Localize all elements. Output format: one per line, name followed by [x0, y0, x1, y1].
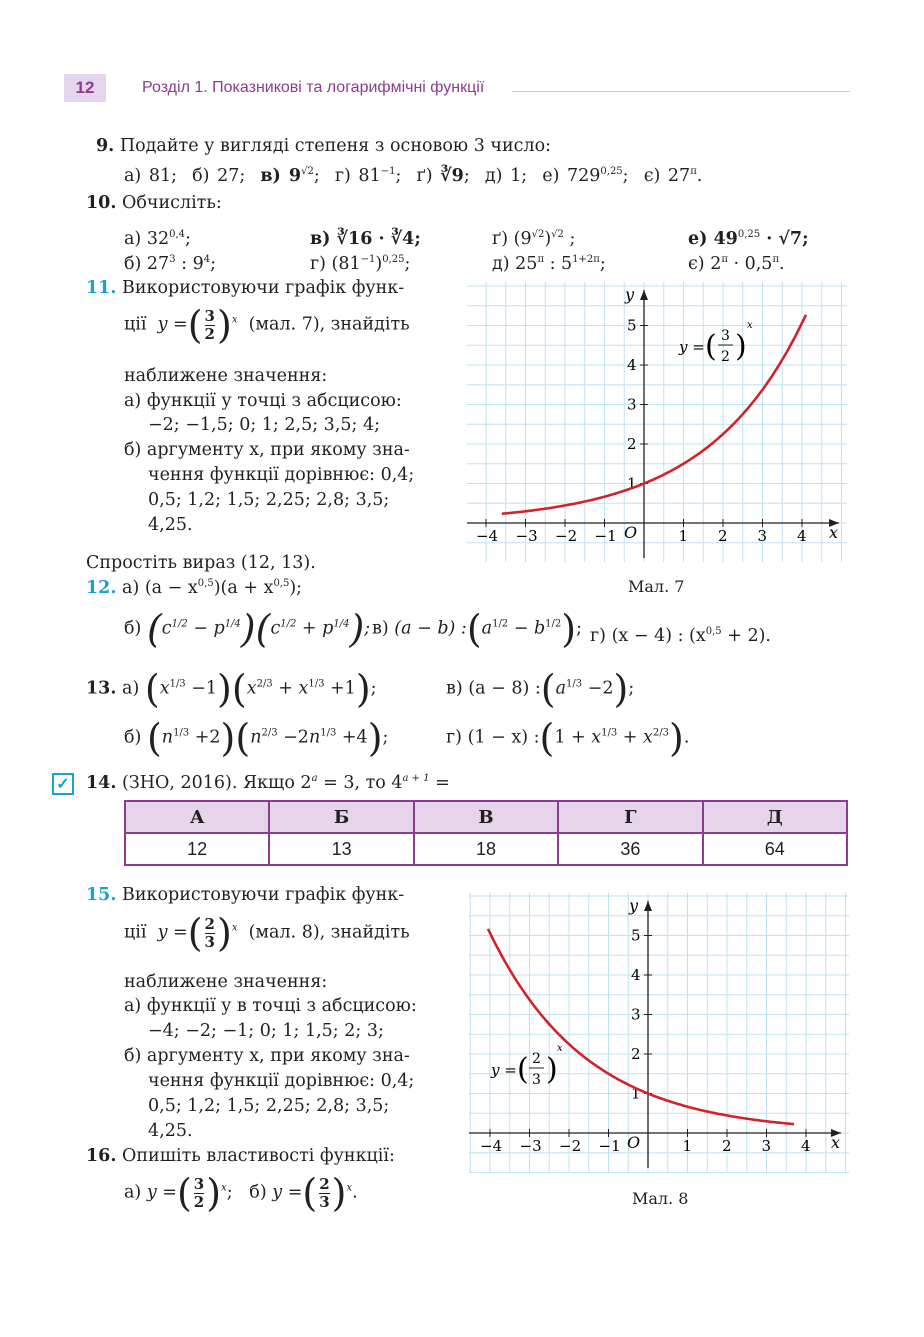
task-10-g2: ґ) $(9^{√2})^{√2}$ ; — [492, 229, 576, 249]
y-tick-label: 4 — [631, 966, 641, 984]
task-12-v: в) (a − b) $:(a^{1/2} - b^{1/2})$; — [372, 607, 582, 651]
answer-values-row — [125, 833, 847, 865]
x-tick-label: 3 — [757, 527, 768, 545]
x-tick-label: −4 — [480, 1137, 503, 1155]
x-tick-label: 4 — [801, 1137, 811, 1155]
y-tick-label: 4 — [627, 356, 637, 374]
svg-text:2: 2 — [532, 1051, 541, 1067]
option-value[interactable]: 12 — [125, 833, 269, 865]
answer-table — [124, 800, 848, 866]
task-15-line8: 0,5; 1,2; 1,5; 2,25; 2,8; 3,5; — [148, 1096, 390, 1116]
task-15-line6: б) аргументу x, при якому зна- — [124, 1046, 410, 1066]
option-header: Б — [269, 801, 413, 833]
svg-text:): ) — [735, 329, 747, 364]
task-16-items: а) y =( $\frac{3}{2}$ )$^x$; б) y =( $\frac{2}{3}$ )$^x$. — [124, 1171, 358, 1215]
y-axis-label: y — [629, 896, 639, 915]
x-tick-label: 2 — [722, 1137, 732, 1155]
svg-text:3: 3 — [721, 328, 730, 344]
y-tick-label: 2 — [631, 1045, 641, 1063]
task-text: Подайте у вигляді степеня з основою 3 число: — [119, 136, 552, 156]
option-header: Г — [558, 801, 702, 833]
task-15-line7: чення функції дорівнює: 0,4; — [148, 1071, 415, 1091]
task-number: 11. — [86, 278, 117, 298]
y-tick-label: 1 — [627, 474, 637, 493]
task-10-a: а) 32$^{0,4}$; — [124, 229, 191, 249]
task-12-g: г) (x − 4) : $(x^{0,5} + 2)$. — [590, 626, 771, 646]
svg-text:(: ( — [705, 329, 717, 364]
exponential-curve — [488, 926, 794, 1124]
y-tick-label: 1 — [631, 1084, 641, 1103]
x-tick-label: 1 — [682, 1137, 693, 1155]
task-13-v: в) (a − 8) $:(a^{1/3} -2)$; — [446, 667, 635, 711]
item-g: г) $81^{-1}$; — [334, 166, 402, 186]
task-13-a: 13. а) $(x^{1/3} -1)(x^{2/3} + x^{1/3} +1)$; — [86, 667, 377, 711]
task-10-header — [86, 193, 222, 213]
function-label — [490, 1043, 563, 1088]
option-header: Д — [703, 801, 847, 833]
task-10-e: е) $49^{0,25} \cdot √7$; — [688, 229, 809, 249]
figure-7-caption: Мал. 7 — [628, 577, 685, 596]
x-tick-label: −1 — [594, 527, 617, 545]
svg-text:): ) — [546, 1052, 558, 1087]
task-11-line3: наближене значення: — [124, 366, 328, 386]
page-number: 12 — [64, 74, 106, 102]
task-number: 9. — [96, 136, 115, 156]
task-10-b: б) $27^3$ : $9^4$; — [124, 254, 217, 274]
x-tick-label: 2 — [718, 527, 728, 545]
task-11-line4: а) функції у точці з абсцисою: — [124, 391, 402, 411]
item-v: в) $9^{√2}$; — [260, 166, 320, 186]
header-divider — [512, 91, 850, 92]
x-axis-label: x — [831, 1133, 841, 1152]
x-tick-label: 1 — [678, 527, 689, 545]
answer-header-row — [125, 801, 847, 833]
item-b: б) 27; — [192, 166, 246, 186]
task-number: 16. — [86, 1146, 117, 1166]
task-15-line1: 15. Використовуючи графік функ- — [86, 885, 405, 905]
grid — [467, 282, 847, 562]
task-11-line7: чення функції дорівнює: 0,4; — [148, 465, 415, 485]
function-label — [678, 320, 753, 365]
figure-8-caption: Мал. 8 — [632, 1189, 689, 1208]
option-header: А — [125, 801, 269, 833]
svg-text:2: 2 — [721, 349, 730, 365]
task-15-line3: наближене значення: — [124, 972, 328, 992]
y-tick-label: 5 — [631, 926, 641, 945]
task-10-d: д) $25^\pi$ : $5^{1+2\pi}$; — [492, 254, 606, 274]
task-15-line5: −4; −2; −1; 0; 1; 1,5; 2; 3; — [148, 1021, 384, 1041]
task-9-header — [96, 136, 551, 156]
svg-text:(: ( — [517, 1052, 529, 1087]
y-axis-arrow — [644, 901, 652, 911]
task-10-ye: є) $2^\pi \cdot 0,5^\pi$. — [688, 254, 785, 274]
task-10-v: в) ∛16 · ∛4; — [310, 229, 421, 249]
y-axis-label: y — [625, 285, 635, 304]
y-tick-label: 3 — [627, 395, 637, 414]
task-10-g: г) $(81^{-1})^{0,25}$; — [310, 254, 411, 274]
task-11-line2: ції y =( $\frac{3}{2}$ )$^x$ (мал. 7), знайдіть — [124, 303, 410, 347]
option-header: В — [414, 801, 558, 833]
task-11-line1: 11. Використовуючи графік функ- — [86, 278, 405, 298]
x-tick-label: −2 — [555, 527, 578, 545]
option-value[interactable]: 36 — [558, 833, 702, 865]
svg-text:x: x — [747, 320, 753, 331]
y-tick-label: 2 — [627, 435, 637, 453]
svg-text:3: 3 — [532, 1072, 541, 1088]
task-11-line8: 0,5; 1,2; 1,5; 2,25; 2,8; 3,5; — [148, 490, 390, 510]
x-tick-label: −1 — [598, 1137, 621, 1155]
task-number: 12. — [86, 578, 117, 598]
x-tick-label: 4 — [797, 527, 807, 545]
figure-8-graph — [469, 893, 849, 1173]
option-value[interactable]: 13 — [269, 833, 413, 865]
checkbox-icon[interactable]: ✓ — [52, 773, 74, 795]
svg-text:y =: y = — [679, 338, 705, 356]
x-axis-label: x — [829, 523, 839, 542]
section-title: Розділ 1. Показникові та логарифмічні функції — [142, 79, 485, 96]
task-text: Обчисліть: — [122, 193, 222, 213]
task-11-line5: −2; −1,5; 0; 1; 2,5; 3,5; 4; — [148, 415, 381, 435]
item-a: а) 81; — [124, 166, 177, 186]
task-11-line9: 4,25. — [148, 515, 193, 535]
figure-7-graph — [467, 282, 847, 562]
y-axis-arrow — [640, 290, 648, 300]
item-ye: є) $27^\pi$. — [643, 166, 703, 186]
x-tick-label: −4 — [476, 527, 499, 545]
simplify-heading: Спростіть вираз (12, 13). — [86, 553, 316, 573]
task-15-line4: а) функції y в точці з абсцисою: — [124, 996, 417, 1016]
task-number: 10. — [86, 193, 117, 213]
task-15-line2: ції y =( $\frac{2}{3}$ )$^x$ (мал. 8), знайдіть — [124, 911, 410, 955]
x-tick-label: −2 — [559, 1137, 582, 1155]
task-number: 15. — [86, 885, 117, 905]
item-d: д) 1; — [484, 166, 528, 186]
y-tick-label: 3 — [631, 1005, 641, 1024]
grid — [469, 893, 849, 1173]
task-number: 13. — [86, 678, 117, 699]
task-14: 14. (ЗНО, 2016). Якщо $2^a = 3$, то $4^{a + 1}$ = — [86, 773, 450, 793]
task-13-b: б) $(n^{1/3} +2)(n^{2/3} -2n^{1/3} +4)$; — [124, 716, 389, 760]
x-tick-label: −3 — [515, 527, 538, 545]
y-tick-label: 5 — [627, 316, 637, 335]
origin-label: O — [624, 523, 638, 542]
task-15-line9: 4,25. — [148, 1121, 193, 1141]
option-value[interactable]: 18 — [414, 833, 558, 865]
task-number: 14. — [86, 773, 117, 793]
task-11-line6: б) аргументу x, при якому зна- — [124, 440, 410, 460]
x-tick-label: 3 — [761, 1137, 772, 1155]
item-e: е) 729$^{0,25}$; — [542, 166, 629, 186]
task-12-b: б) $(c^{1/2} - p^{1/4})(c^{1/2} + p^{1/4})$; — [124, 607, 371, 651]
svg-text:x: x — [557, 1043, 563, 1054]
origin-label: O — [627, 1133, 641, 1152]
x-tick-label: −3 — [519, 1137, 542, 1155]
svg-text:y =: y = — [491, 1061, 517, 1079]
item-g2: ґ) ∛9; — [416, 166, 470, 186]
option-value[interactable]: 64 — [703, 833, 847, 865]
task-12-a: 12. а) $(a - x^{0,5})(a + x^{0,5})$; — [86, 578, 303, 598]
task-13-g: г) (1 − x) :(1 + $x^{1/3} + x^{2/3}$). — [446, 716, 690, 760]
task-9-items — [124, 166, 702, 186]
task-16-header: 16. Опишіть властивості функції: — [86, 1146, 395, 1166]
